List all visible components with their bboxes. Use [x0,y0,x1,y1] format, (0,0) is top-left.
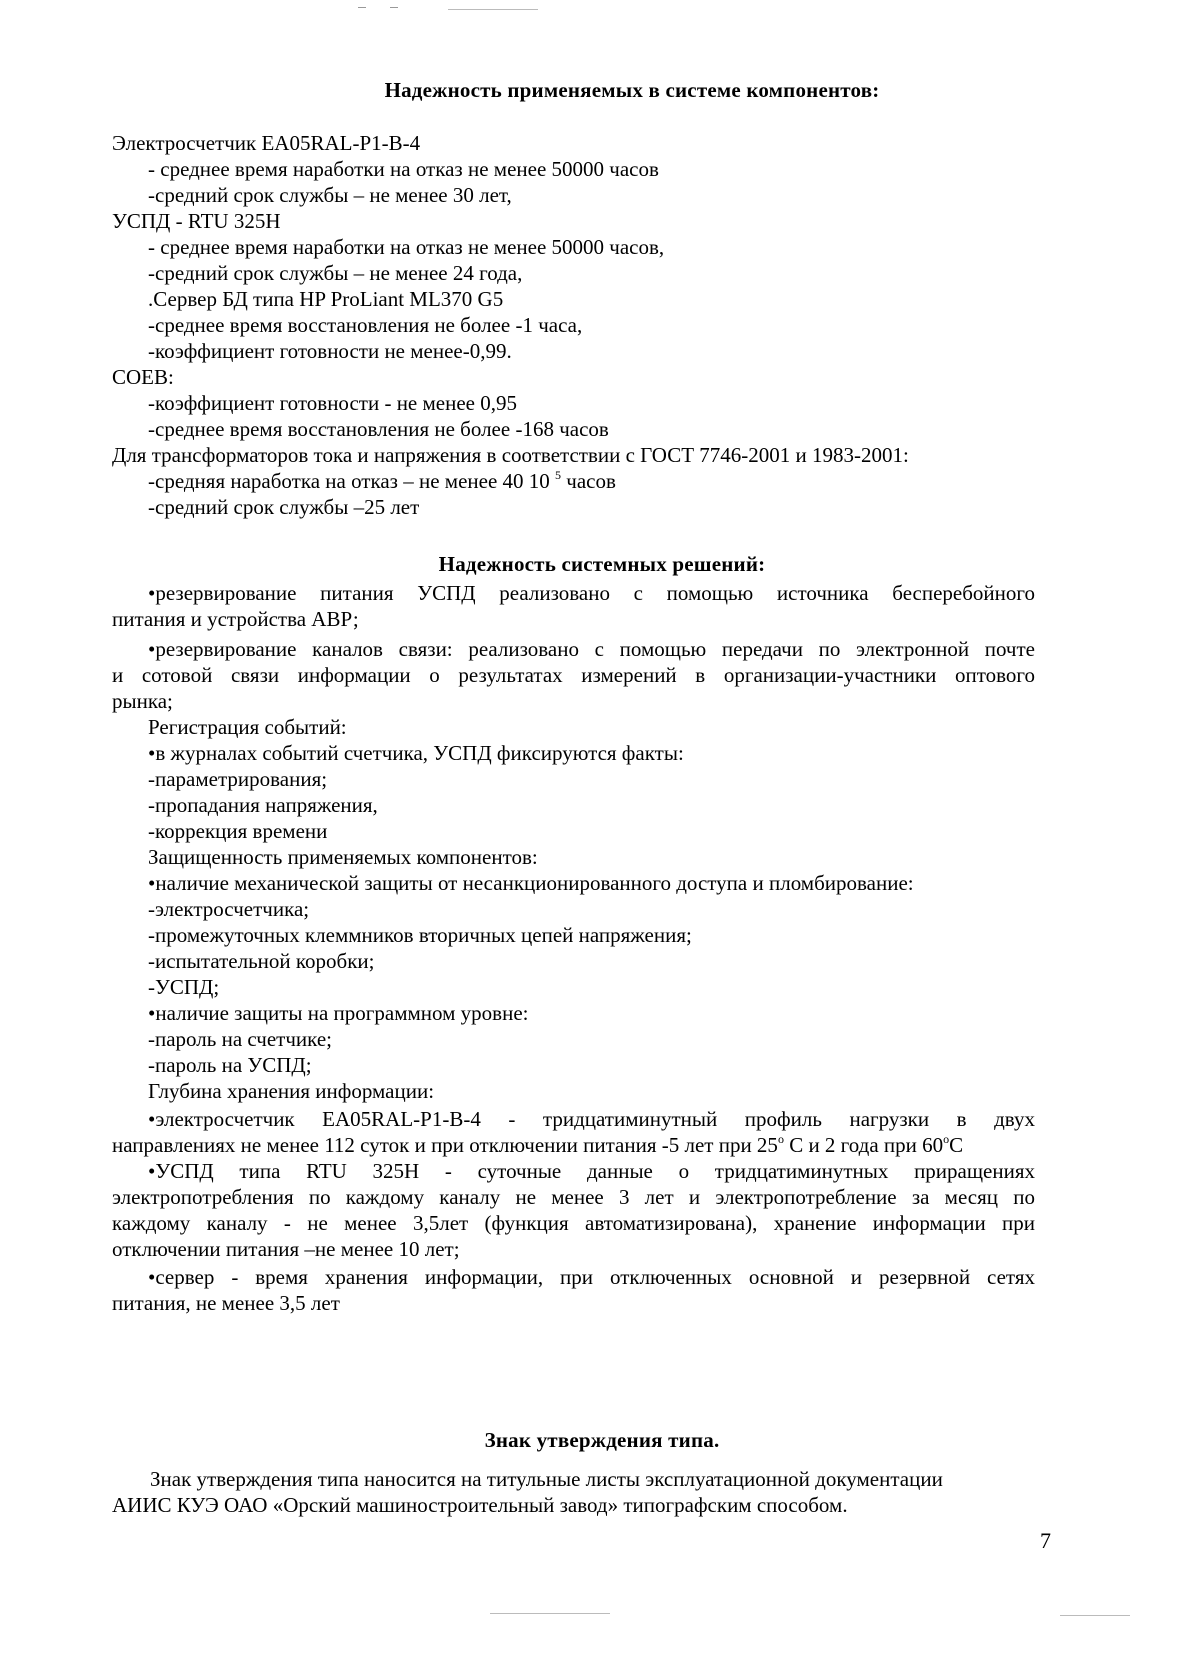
section-title-system: Надежность системных решений: [438,552,766,576]
text-fragment: направлениях не менее 112 суток и при отключении питания -5 лет при 25 [112,1133,778,1157]
paragraph-line: каждому каналу - не менее 3,5лет (функция автоматизирована), хранение информации при [112,1211,1035,1235]
text-line: -пароль на УСПД; [148,1053,312,1077]
text-line: Для трансформаторов тока и напряжения в соответствии с ГОСТ 7746-2001 и 1983-2001: [112,443,909,467]
text-line: -испытательной коробки; [148,949,375,973]
paragraph-line: •электросчетчик EA05RAL-P1-B-4 - тридцатиминутный профиль нагрузки в двух [148,1107,1035,1131]
text-line: -средний срок службы – не менее 30 лет, [148,183,512,207]
text-line: -коэффициент готовности не менее-0,99. [148,339,512,363]
text-line: - среднее время наработки на отказ не менее 50000 часов [148,157,659,181]
paragraph-line: АИИС КУЭ ОАО «Орский машиностроительный завод» типографским способом. [112,1493,848,1517]
text-line: -УСПД; [148,975,220,999]
section-title-components: Надежность применяемых в системе компонентов: [384,78,880,102]
paragraph-line: отключении питания –не менее 10 лет; [112,1237,460,1261]
text-line: •в журналах событий счетчика, УСПД фиксируются факты: [148,741,684,765]
text-fragment: часов [561,469,616,493]
text-line: СОЕВ: [112,365,174,389]
text-line: УСПД - RTU 325H [112,209,281,233]
text-line: -пропадания напряжения, [148,793,378,817]
paragraph-line: питания, не менее 3,5 лет [112,1291,340,1315]
text-line: .Сервер БД типа HP ProLiant ML370 G5 [148,287,504,311]
section-title-approval: Знак утверждения типа. [484,1428,720,1452]
text-line: -коррекция времени [148,819,328,843]
text-line: -среднее время восстановления не более -168 часов [148,417,609,441]
paragraph-line: •сервер - время хранения информации, при отключенных основной и резервной сетях [148,1265,1035,1289]
paragraph-line [112,1132,963,1158]
text-line: •наличие механической защиты от несанкционированного доступа и пломбирование: [148,871,914,895]
scan-artifact [448,9,538,10]
text-line: -средний срок службы – не менее 24 года, [148,261,523,285]
scan-artifact [390,7,398,8]
page-number: 7 [1040,1528,1051,1553]
text-line: -пароль на счетчике; [148,1027,332,1051]
text-line: Защищенность применяемых компонентов: [148,845,538,869]
text-line: -средний срок службы –25 лет [148,495,420,519]
scan-artifact [358,7,366,8]
text-line: -параметрирования; [148,767,328,791]
paragraph-line: питания и устройства АВР; [112,607,359,631]
paragraph-line: •УСПД типа RTU 325H - суточные данные о тридцатиминутных приращениях [148,1159,1035,1183]
text-fragment: С [949,1133,964,1157]
text-line [148,468,616,494]
text-line: Электросчетчик EA05RAL-P1-B-4 [112,131,421,155]
text-line: -промежуточных клеммников вторичных цепей напряжения; [148,923,692,947]
text-line: -коэффициент готовности - не менее 0,95 [148,391,517,415]
text-fragment: С и 2 года при 60 [783,1133,944,1157]
text-line: - среднее время наработки на отказ не менее 50000 часов, [148,235,665,259]
text-fragment: -средняя наработка на отказ – не менее 40 10 [148,469,550,493]
paragraph-line: рынка; [112,689,173,713]
paragraph-line: Знак утверждения типа наносится на титульные листы эксплуатационной документации [150,1467,943,1491]
text-line: •наличие защиты на программном уровне: [148,1001,529,1025]
text-line: -электросчетчика; [148,897,310,921]
superscript: 5 [555,468,562,482]
text-line: Регистрация событий: [148,715,347,739]
scan-artifact [490,1613,610,1614]
paragraph-line: и сотовой связи информации о результатах измерений в организации-участники оптового [112,663,1035,687]
scan-artifact [1060,1615,1130,1616]
degree-sign: o [777,1132,784,1146]
paragraph-line: •резервирование питания УСПД реализовано с помощью источника бесперебойного [148,581,1035,605]
text-line: Глубина хранения информации: [148,1079,435,1103]
paragraph-line: •резервирование каналов связи: реализовано с помощью передачи по электронной почте [148,637,1035,661]
text-line: -среднее время восстановления не более -1 часа, [148,313,583,337]
paragraph-line: электропотребления по каждому каналу не менее 3 лет и электропотребление за месяц по [112,1185,1035,1209]
degree-sign: o [943,1132,950,1146]
